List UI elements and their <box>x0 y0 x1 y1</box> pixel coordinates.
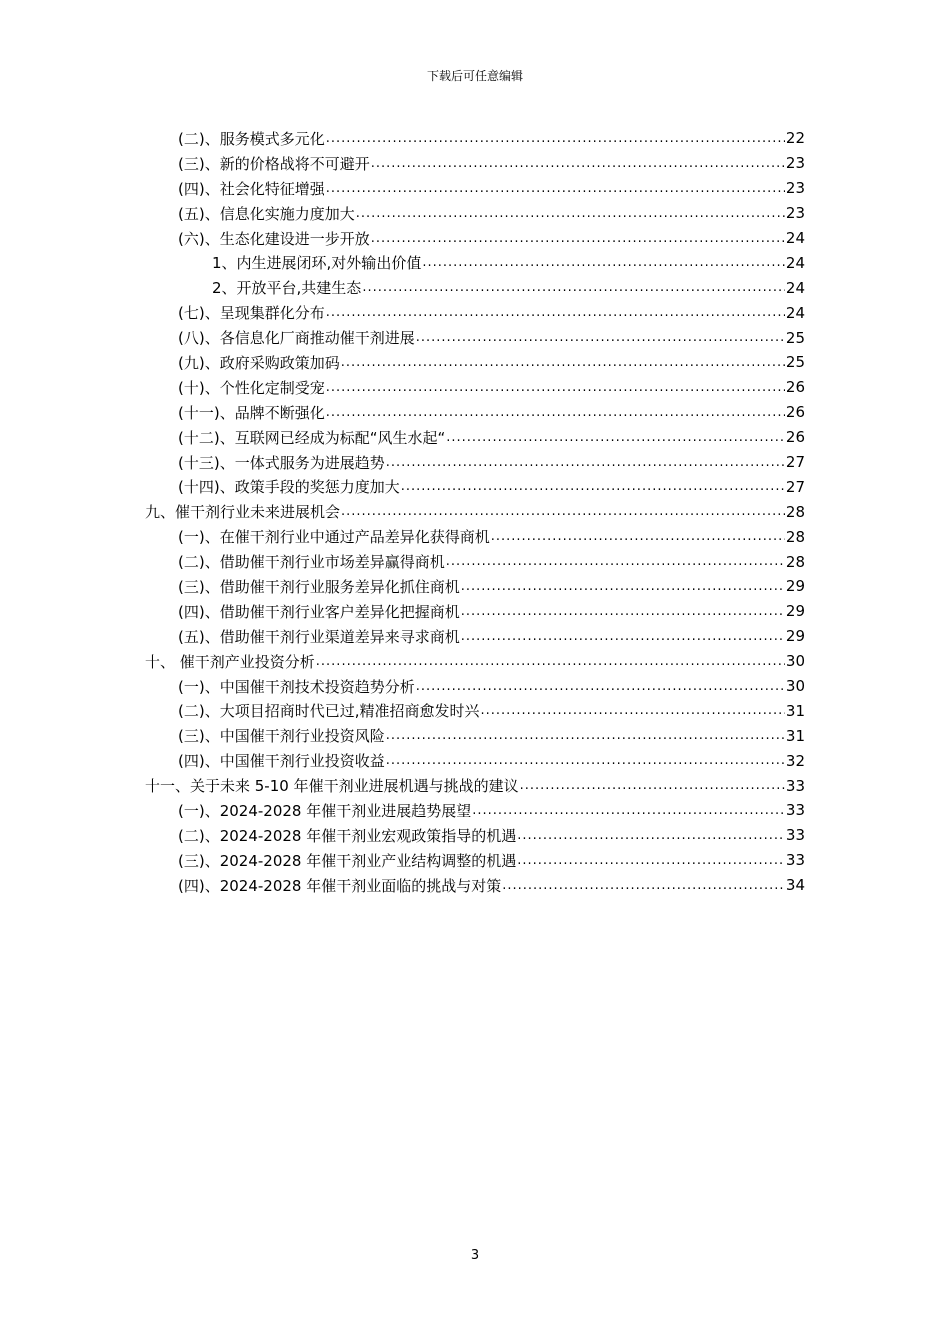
toc-entry-title: (二)、借助催干剂行业市场差异赢得商机 <box>178 553 445 572</box>
toc-entry-page: 33 <box>785 801 805 820</box>
toc-entry-page: 26 <box>785 403 805 422</box>
toc-entry-title: (一)、中国催干剂技术投资趋势分析 <box>178 677 415 696</box>
toc-dot-leader <box>341 504 785 519</box>
toc-entry-page: 23 <box>785 204 805 223</box>
toc-dot-leader <box>472 803 785 818</box>
toc-entry-page: 26 <box>785 428 805 447</box>
toc-entry-title: 十、 催干剂产业投资分析 <box>145 652 315 671</box>
toc-entry[interactable] <box>145 748 805 773</box>
toc-entry-title: (十一)、品牌不断强化 <box>178 403 325 422</box>
toc-entry[interactable] <box>145 873 805 898</box>
page-number: 3 <box>470 1248 480 1263</box>
toc-entry-title: (十二)、互联网已经成为标配“风生水起“ <box>178 428 446 447</box>
toc-entry-page: 29 <box>785 602 805 621</box>
toc-entry-page: 28 <box>785 502 805 521</box>
toc-entry-page: 30 <box>785 652 805 671</box>
toc-entry[interactable] <box>145 151 805 176</box>
toc-entry-page: 33 <box>785 851 805 870</box>
toc-dot-leader <box>326 380 785 395</box>
toc-entry-page: 25 <box>785 328 805 347</box>
toc-entry[interactable] <box>145 823 805 848</box>
toc-entry-page: 29 <box>785 577 805 596</box>
toc-entry[interactable] <box>145 574 805 599</box>
toc-entry[interactable] <box>145 499 805 524</box>
toc-entry-page: 23 <box>785 154 805 173</box>
toc-entry[interactable] <box>145 649 805 674</box>
toc-entry[interactable] <box>145 773 805 798</box>
toc-entry-title: (二)、服务模式多元化 <box>178 129 325 148</box>
toc-entry-page: 28 <box>785 527 805 546</box>
toc-entry[interactable] <box>145 400 805 425</box>
toc-entry-title: (八)、各信息化厂商推动催干剂进展 <box>178 329 415 348</box>
toc-entry[interactable] <box>145 798 805 823</box>
toc-entry-title: (九)、政府采购政策加码 <box>178 353 340 372</box>
toc-entry-title: (三)、中国催干剂行业投资风险 <box>178 727 385 746</box>
toc-entry[interactable] <box>145 524 805 549</box>
toc-dot-leader <box>416 679 785 694</box>
toc-dot-leader <box>461 629 785 644</box>
toc-entry[interactable] <box>145 549 805 574</box>
toc-dot-leader <box>517 853 785 868</box>
toc-entry-page: 31 <box>785 726 805 745</box>
toc-entry[interactable] <box>145 375 805 400</box>
toc-entry-title: (四)、2024-2028 年催干剂业面临的挑战与对策 <box>178 876 502 895</box>
toc-entry[interactable] <box>145 300 805 325</box>
toc-dot-leader <box>316 654 785 669</box>
toc-dot-leader <box>362 280 785 295</box>
toc-dot-leader <box>520 778 785 793</box>
toc-entry-title: (七)、呈现集群化分布 <box>178 304 325 323</box>
toc-dot-leader <box>326 181 785 196</box>
toc-entry[interactable] <box>145 848 805 873</box>
toc-entry-page: 30 <box>785 677 805 696</box>
toc-dot-leader <box>386 753 785 768</box>
toc-entry-page: 33 <box>785 826 805 845</box>
toc-entry-title: (一)、2024-2028 年催干剂业进展趋势展望 <box>178 801 472 820</box>
toc-entry-title: 2、开放平台,共建生态 <box>212 279 362 298</box>
toc-entry-title: (三)、2024-2028 年催干剂业产业结构调整的机遇 <box>178 851 517 870</box>
toc-entry[interactable] <box>145 698 805 723</box>
toc-dot-leader <box>480 703 784 718</box>
toc-dot-leader <box>341 355 785 370</box>
toc-dot-leader <box>422 255 785 270</box>
toc-entry-title: (五)、信息化实施力度加大 <box>178 204 355 223</box>
toc-dot-leader <box>461 604 785 619</box>
toc-entry-title: (四)、社会化特征增强 <box>178 179 325 198</box>
toc-entry-page: 31 <box>785 701 805 720</box>
toc-entry[interactable] <box>145 201 805 226</box>
toc-dot-leader <box>371 156 785 171</box>
toc-entry[interactable] <box>145 450 805 475</box>
table-of-contents <box>145 126 805 898</box>
toc-entry-title: 十一、关于未来 5-10 年催干剂业进展机遇与挑战的建议 <box>145 777 519 796</box>
toc-dot-leader <box>326 405 785 420</box>
toc-entry-page: 29 <box>785 627 805 646</box>
toc-dot-leader <box>517 828 785 843</box>
toc-entry-page: 25 <box>785 353 805 372</box>
toc-entry[interactable] <box>145 275 805 300</box>
toc-dot-leader <box>502 878 785 893</box>
toc-entry[interactable] <box>145 624 805 649</box>
toc-entry[interactable] <box>145 425 805 450</box>
toc-dot-leader <box>446 554 785 569</box>
toc-entry-title: (三)、借助催干剂行业服务差异化抓住商机 <box>178 577 460 596</box>
toc-entry[interactable] <box>145 126 805 151</box>
toc-entry-title: (六)、生态化建设进一步开放 <box>178 229 370 248</box>
toc-entry-title: (四)、中国催干剂行业投资收益 <box>178 752 385 771</box>
toc-dot-leader <box>416 330 785 345</box>
toc-entry-title: (十)、个性化定制受宠 <box>178 378 325 397</box>
toc-entry-title: (五)、借助催干剂行业渠道差异来寻求商机 <box>178 627 460 646</box>
toc-entry-title: (二)、大项目招商时代已过,精准招商愈发时兴 <box>178 702 480 721</box>
toc-entry-title: (十三)、一体式服务为进展趋势 <box>178 453 385 472</box>
toc-entry-page: 28 <box>785 552 805 571</box>
toc-entry[interactable] <box>145 250 805 275</box>
toc-entry-page: 22 <box>785 129 805 148</box>
toc-entry-page: 24 <box>785 278 805 297</box>
toc-entry[interactable] <box>145 474 805 499</box>
toc-entry-page: 23 <box>785 179 805 198</box>
toc-dot-leader <box>326 305 785 320</box>
toc-entry[interactable] <box>145 723 805 748</box>
toc-entry[interactable] <box>145 674 805 699</box>
toc-entry-page: 24 <box>785 253 805 272</box>
toc-entry-page: 34 <box>785 876 805 895</box>
toc-dot-leader <box>461 579 785 594</box>
toc-entry-title: 1、内生进展闭环,对外输出价值 <box>212 254 422 273</box>
toc-entry-page: 32 <box>785 751 805 770</box>
toc-entry[interactable] <box>145 226 805 251</box>
toc-entry-title: (三)、新的价格战将不可避开 <box>178 154 370 173</box>
toc-entry-page: 27 <box>785 477 805 496</box>
toc-entry-page: 24 <box>785 229 805 247</box>
toc-entry-page: 33 <box>785 776 805 795</box>
toc-entry-title: (十四)、政策手段的奖惩力度加大 <box>178 478 400 497</box>
page-header: 下载后可任意编辑 <box>426 69 523 83</box>
toc-dot-leader <box>356 206 785 221</box>
toc-dot-leader <box>491 529 785 544</box>
toc-dot-leader <box>386 455 785 470</box>
toc-dot-leader <box>386 728 785 743</box>
toc-entry-title: (一)、在催干剂行业中通过产品差异化获得商机 <box>178 528 490 547</box>
toc-entry-page: 27 <box>785 453 805 472</box>
toc-entry[interactable] <box>145 350 805 375</box>
toc-dot-leader <box>371 231 785 246</box>
toc-dot-leader <box>326 131 785 146</box>
toc-entry-title: 九、催干剂行业未来进展机会 <box>145 503 341 522</box>
toc-dot-leader <box>401 479 785 494</box>
toc-entry[interactable] <box>145 325 805 350</box>
toc-dot-leader <box>446 430 785 445</box>
toc-entry-title: (四)、借助催干剂行业客户差异化把握商机 <box>178 602 460 621</box>
toc-entry[interactable] <box>145 599 805 624</box>
toc-entry-page: 24 <box>785 303 805 322</box>
toc-entry-title: (二)、2024-2028 年催干剂业宏观政策指导的机遇 <box>178 826 517 845</box>
toc-entry-page: 26 <box>785 378 805 397</box>
toc-entry[interactable] <box>145 176 805 201</box>
